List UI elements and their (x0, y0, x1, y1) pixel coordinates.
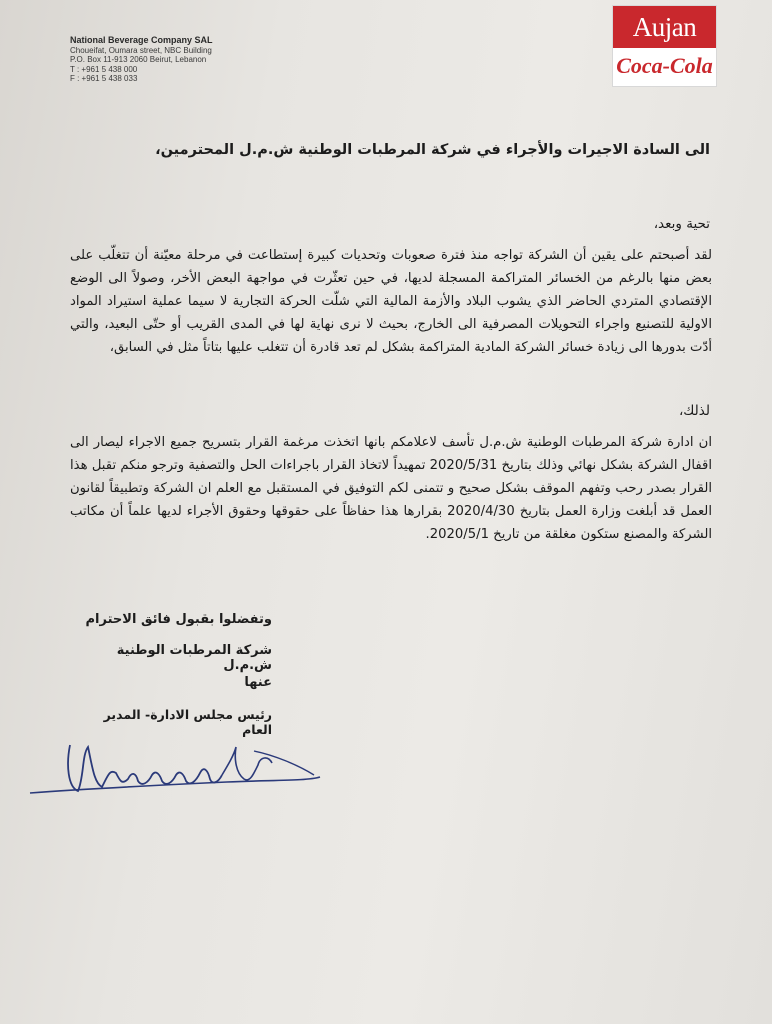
fax-number: F : +961 5 438 033 (70, 74, 138, 83)
phone-number: T : +961 5 438 000 (70, 64, 138, 74)
address-line-2: P.O. Box 11-913 2060 Beirut, Lebanon (70, 55, 207, 64)
handwritten-signature (22, 725, 332, 815)
company-name: National Beverage Company SAL (70, 35, 213, 45)
letter-addressee: الى السادة الاجيرات والأجراء في شركة المرطبات الوطنية ش.م.ل المحترمين، (155, 142, 710, 158)
closing-company: شركة المرطبات الوطنية ش.م.ل (116, 643, 272, 673)
letter-therefore: لذلك، (678, 403, 710, 419)
letter-paragraph-2: ان ادارة شركة المرطبات الوطنية ش.م.ل تأسف لاعلامكم بانها اتخذت مرغمة القرار بتسريح جميع الاجراء ليصار الى اقفال الشركة بشكل نهائي وذلك بتاريخ 2020/5/31 تمهيداً لاتخاذ القرار باجراءات الحل والتصفية وترجو منكم تقبل هذا القرار بصدر رحب وتفهم الموقف بشكل صحيح و تتمنى لكم التوفيق في المستقبل مع العلم ان الشركة وتطبيقاً لقانون العمل قد أبلغت وزارة العمل بتاريخ 2020/4/30 بقرارها هذا حفاظاً على حقوقها وحقوق الأجراء لديها علماً أن مكاتب الشركة والمصنع ستكون مغلقة من تاريخ 2020/5/1. (70, 435, 712, 542)
letter-greeting: تحية وبعد، (653, 216, 710, 232)
aujan-coca-cola-logo (612, 5, 717, 87)
closing-on-behalf: عنها (244, 675, 272, 690)
closing-signatory-title: رئيس مجلس الادارة- المدير العام (103, 707, 272, 737)
company-letterhead (70, 36, 330, 84)
letter-paragraph-1: لقد أصبحتم على يقين أن الشركة تواجه منذ فترة صعوبات وتحديات كبيرة إستطاعت في مرحلة معيّنة أن تتغلّب على بعض منها بالرغم من الخسائر المتراكمة المسجلة لديها، في حين تعثّرت في مواجهة البعض الأخر، وصولاً الى الوضع الإقتصادي المتردي الحاضر الذي يشوب البلاد والأزمة المالية التي شلّت الحركة التجارية لا سيما عملية استيراد المواد الاولية للتصنيع واجراء التحويلات المصرفية الى الخارج، بحيث لا نرى نهاية لها في المدى القريب أو حتّى البعيد، والتي أدّت بدورها الى زيادة خسائر الشركة المادية المتراكمة بشكل لم تعد قادرة أن تتغلب عليها بتاتاً مثل في السابق، (70, 248, 712, 355)
address-line-1: Choueifat, Oumara street, NBC Building (70, 45, 212, 55)
closing-regards: وتفضلوا بقبول فائق الاحترام (85, 612, 272, 627)
logo-coca-cola: Coca-Cola (616, 53, 713, 78)
logo-aujan: Aujan (613, 6, 716, 48)
